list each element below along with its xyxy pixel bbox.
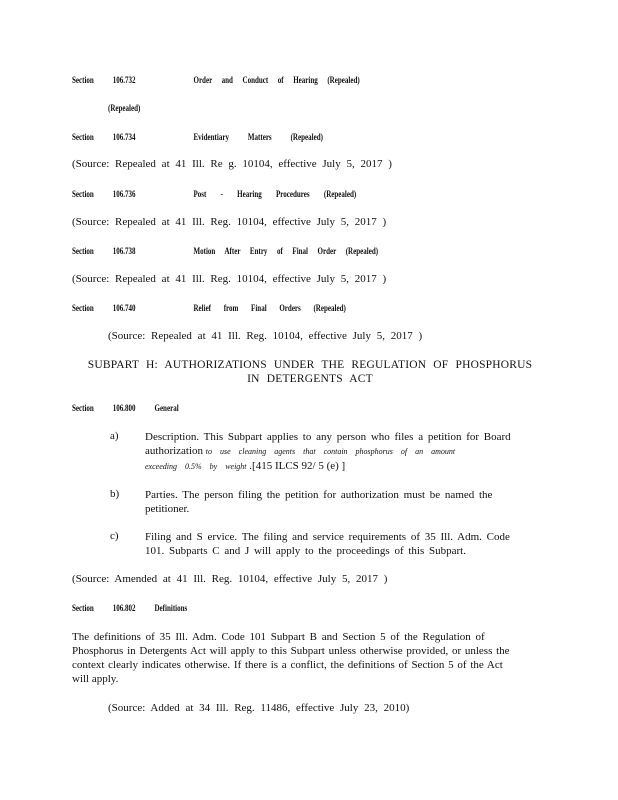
definitions-paragraph bbox=[72, 630, 542, 686]
item-a-line2 bbox=[145, 444, 525, 459]
item-letter-c: c) bbox=[110, 530, 119, 542]
section-label: Section bbox=[72, 403, 94, 413]
section-number: 106.738 bbox=[112, 246, 136, 256]
subpart-heading bbox=[60, 358, 560, 386]
section-label: Section bbox=[72, 303, 94, 313]
section-title: Motion After Entry of Final Order (Repealed) bbox=[193, 246, 379, 256]
section-heading-106-802 bbox=[72, 603, 187, 613]
source-note-106-738: (Source: Repealed at 41 Ill. Reg. 10104, effective July 5, 2017 ) bbox=[72, 273, 387, 285]
section-title: Relief from Final Orders (Repealed) bbox=[193, 303, 346, 313]
source-note-106-740: (Source: Repealed at 41 Ill. Reg. 10104, effective July 5, 2017 ) bbox=[108, 330, 423, 342]
repealed-note bbox=[108, 103, 140, 113]
item-a-line3 bbox=[145, 459, 525, 474]
item-letter-a: a) bbox=[110, 430, 119, 442]
section-label: Section bbox=[72, 603, 94, 613]
source-note-106-800: (Source: Amended at 41 Ill. Reg. 10104, effective July 5, 2017 ) bbox=[72, 573, 388, 585]
source-note-106-736: (Source: Repealed at 41 Ill. Reg. 10104, effective July 5, 2017 ) bbox=[72, 216, 387, 228]
section-title: Evidentiary Matters (Repealed) bbox=[193, 132, 323, 142]
section-title: Order and Conduct of Hearing (Repealed) bbox=[193, 75, 360, 85]
source-note-106-802: (Source: Added at 34 Ill. Reg. 11486, effective July 23, 2010) bbox=[108, 702, 410, 714]
definitions-line1: The definitions of 35 Ill. Adm. Code 101 Subpart B and Section 5 of the Regulation of bbox=[72, 631, 485, 643]
source-note-106-734: (Source: Repealed at 41 Ill. Re g. 10104, effective July 5, 2017 ) bbox=[72, 158, 392, 170]
item-a-line2-main: authorization bbox=[145, 445, 204, 457]
section-heading-106-732 bbox=[72, 75, 360, 85]
definitions-line2: Phosphorus in Detergents Act will apply to this Subpart unless otherwise provided, or unless the bbox=[72, 645, 510, 657]
definitions-line3: context clearly indicates otherwise. If there is a conflict, the definitions of Section 5 of the Act bbox=[72, 659, 503, 671]
section-number: 106.740 bbox=[112, 303, 136, 313]
section-label: Section bbox=[72, 75, 94, 85]
definitions-line4: will apply. bbox=[72, 673, 119, 685]
item-a-description bbox=[145, 430, 525, 474]
item-a-line1: Description. This Subpart applies to any person who files a petition for Board bbox=[145, 431, 511, 443]
repealed-note-text: (Repealed) bbox=[108, 103, 141, 113]
item-b-line2: petitioner. bbox=[145, 503, 190, 515]
section-heading-106-736 bbox=[72, 189, 356, 199]
item-c-line2: 101. Subparts C and J will apply to the proceedings of this Subpart. bbox=[145, 545, 466, 557]
subpart-heading-line1: SUBPART H: AUTHORIZATIONS UNDER THE REGULATION OF PHOSPHORUS bbox=[87, 359, 533, 371]
item-a-line2-italic: to use cleaning agents that contain phosphorus of an amount bbox=[205, 447, 456, 456]
item-a-line3-italic: exceeding 0.5% by weight bbox=[145, 462, 247, 471]
item-c-line1: Filing and S ervice. The filing and service requirements of 35 Ill. Adm. Code bbox=[145, 531, 510, 543]
section-heading-106-740 bbox=[72, 303, 346, 313]
section-heading-106-738 bbox=[72, 246, 378, 256]
section-number: 106.800 bbox=[112, 403, 136, 413]
section-label: Section bbox=[72, 189, 94, 199]
section-title: Definitions bbox=[154, 603, 188, 613]
section-number: 106.736 bbox=[112, 189, 136, 199]
item-b-line1: Parties. The person filing the petition for authorization must be named the bbox=[145, 489, 493, 501]
item-b-parties bbox=[145, 488, 525, 516]
section-title: Post - Hearing Procedures (Repealed) bbox=[193, 189, 357, 199]
item-letter-b: b) bbox=[110, 488, 120, 500]
section-heading-106-734 bbox=[72, 132, 323, 142]
section-number: 106.802 bbox=[112, 603, 136, 613]
section-heading-106-800 bbox=[72, 403, 179, 413]
section-number: 106.734 bbox=[112, 132, 136, 142]
section-title: General bbox=[154, 403, 179, 413]
subpart-heading-line2: IN DETERGENTS ACT bbox=[247, 373, 373, 385]
item-c-filing bbox=[145, 530, 525, 558]
item-a-line3-main: .[415 ILCS 92/ 5 (e) ] bbox=[249, 460, 346, 472]
section-number: 106.732 bbox=[112, 75, 136, 85]
section-label: Section bbox=[72, 132, 94, 142]
section-label: Section bbox=[72, 246, 94, 256]
